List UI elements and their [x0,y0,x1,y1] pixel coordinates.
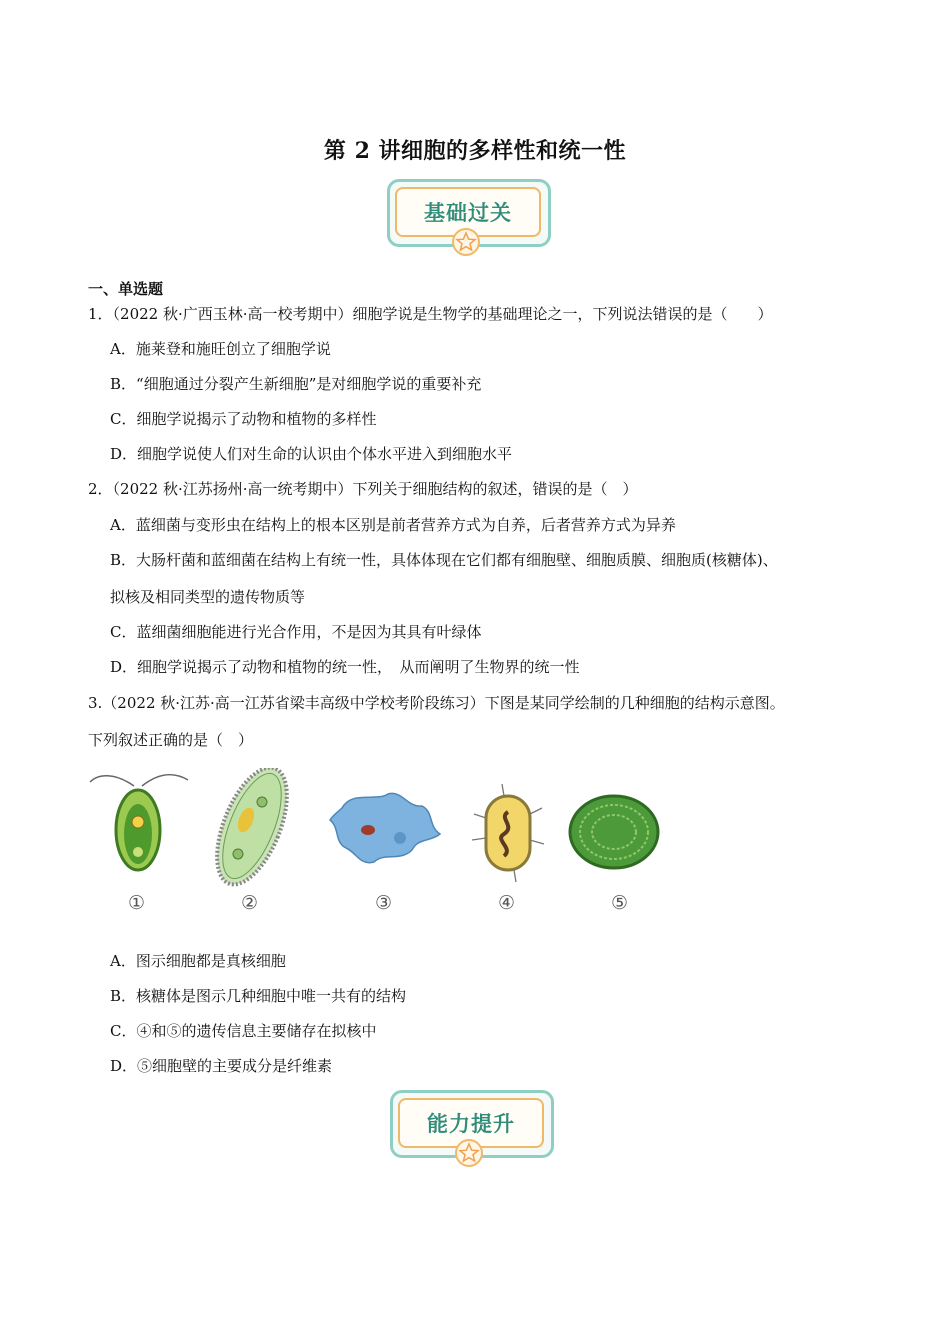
badge-label: 能力提升 [398,1098,544,1148]
cell-bacterium-image [472,784,544,882]
figure-label-5: ⑤ [611,892,629,914]
question-3-stem-cont: 下列叙述正确的是（ ） [88,731,254,749]
cell-paramecium-image [203,768,301,894]
section-heading: 一、单选题 [88,280,164,298]
star-icon [451,227,481,257]
q2-option-d: D．细胞学说揭示了动物和植物的统一性， 从而阐明了生物界的统一性 [110,658,580,676]
q3-option-c: C．④和⑤的遗传信息主要储存在拟核中 [110,1022,377,1040]
badge-advanced [390,1090,552,1166]
q1-option-d: D．细胞学说使人们对生命的认识由个体水平进入到细胞水平 [110,445,513,463]
cell-amoeba-image [330,793,440,862]
star-icon [454,1138,484,1168]
q3-option-d: D．⑤细胞壁的主要成分是纤维素 [110,1057,333,1075]
figure-label-1: ① [128,892,146,914]
q3-option-b: B．核糖体是图示几种细胞中唯一共有的结构 [110,987,407,1005]
figure-label-2: ② [241,892,259,914]
question-2-stem: 2．（2022 秋·江苏扬州·高一统考期中）下列关于细胞结构的叙述，错误的是（ ） [88,480,638,498]
cell-chlamydomonas-image [90,775,188,870]
q3-option-a: A．图示细胞都是真核细胞 [110,952,286,970]
badge-label: 基础过关 [395,187,541,237]
q2-option-a: A．蓝细菌与变形虫在结构上的根本区别是前者营养方式为自养，后者营养方式为异养 [110,516,676,534]
cell-green-algae-image [570,796,658,868]
badge-basic [387,179,549,255]
page-title: 第 2 讲细胞的多样性和统一性 [323,138,627,164]
figure-label-3: ③ [375,892,393,914]
question-3-stem: 3.（2022 秋·江苏·高一江苏省梁丰高级中学校考阶段练习）下图是某同学绘制的几种细胞的结构示意图。 [88,694,785,712]
q1-option-c: C．细胞学说揭示了动物和植物的多样性 [110,410,377,428]
question-1-stem: 1．（2022 秋·广西玉林·高一校考期中）细胞学说是生物学的基础理论之一，下列说法错误的是（ ） [88,305,773,323]
q1-option-b: B．“细胞通过分裂产生新细胞”是对细胞学说的重要补充 [110,375,482,393]
q1-option-a: A．施莱登和施旺创立了细胞学说 [110,340,331,358]
q2-option-b: B．大肠杆菌和蓝细菌在结构上有统一性，具体体现在它们都有细胞壁、细胞质膜、细胞质(核糖体)、 [110,551,778,569]
q2-option-c: C．蓝细菌细胞能进行光合作用，不是因为其具有叶绿体 [110,623,482,641]
q2-option-b-cont: 拟核及相同类型的遗传物质等 [110,588,306,606]
figure-label-4: ④ [498,892,516,914]
